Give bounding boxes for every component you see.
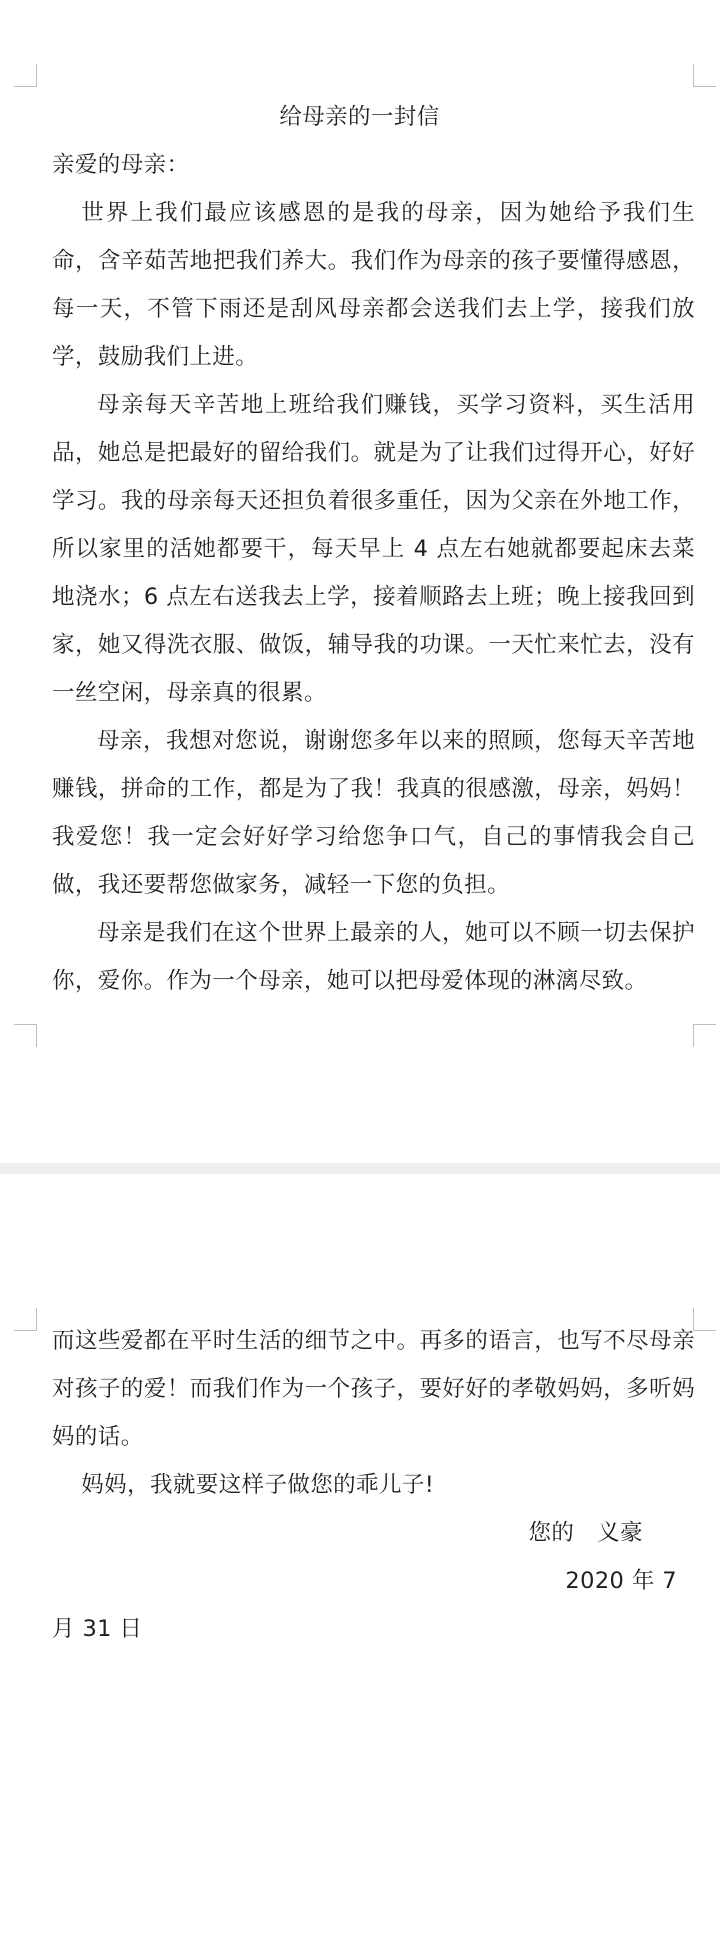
page-corner-mark	[14, 64, 37, 87]
page-2-body	[52, 1317, 695, 1653]
page-separator	[0, 1163, 720, 1174]
letter-paragraph-continuation: 而这些爱都在平时生活的细节之中。再多的语言，也写不尽母亲对孩子的爱！而我们作为一个孩子，要好好的孝敬妈妈，多听妈妈的话。	[52, 1328, 695, 1450]
page-corner-mark	[693, 1024, 716, 1047]
page-corner-mark	[14, 1024, 37, 1047]
page-corner-mark	[693, 1308, 716, 1331]
letter-title: 给母亲的一封信	[279, 104, 440, 130]
letter-signature: 您的 义豪	[528, 1520, 643, 1546]
letter-date-line-1: 2020 年 7	[565, 1568, 677, 1594]
letter-closing: 妈妈，我就要这样子做您的乖儿子!	[81, 1472, 435, 1498]
letter-paragraph: 母亲，我想对您说，谢谢您多年以来的照顾，您每天辛苦地赚钱，拼命的工作，都是为了我！我真的很感激，母亲，妈妈！我爱您！我一定会好好学习给您争口气，自己的事情我会自己做，我还要帮您做家务，减轻一下您的负担。	[52, 728, 695, 898]
letter-greeting: 亲爱的母亲：	[52, 152, 190, 178]
page-corner-mark	[693, 64, 716, 87]
letter-paragraph: 母亲是我们在这个世界上最亲的人，她可以不顾一切去保护你，爱你。作为一个母亲，她可以把母爱体现的淋漓尽致。	[52, 920, 695, 994]
letter-paragraph: 世界上我们最应该感恩的是我的母亲，因为她给予我们生命，含辛茹苦地把我们养大。我们作为母亲的孩子要懂得感恩，每一天，不管下雨还是刮风母亲都会送我们去上学，接我们放学，鼓励我们上进。	[52, 200, 695, 370]
page-1-body	[52, 93, 695, 1005]
document-page-2	[0, 1174, 720, 1948]
letter-date-line-2: 月 31 日	[52, 1616, 143, 1642]
page-corner-mark	[14, 1308, 37, 1331]
letter-paragraph: 母亲每天辛苦地上班给我们赚钱，买学习资料，买生活用品，她总是把最好的留给我们。就是为了让我们过得开心，好好学习。我的母亲每天还担负着很多重任，因为父亲在外地工作，所以家里的活她都要干，每天早上 4 点左右她就都要起床去菜地浇水；6 点左右送我去上学，接着顺路去上班；晚上接我回到家，她又得洗衣服、做饭，辅导我的功课。一天忙来忙去，没有一丝空闲，母亲真的很累。	[52, 392, 695, 706]
